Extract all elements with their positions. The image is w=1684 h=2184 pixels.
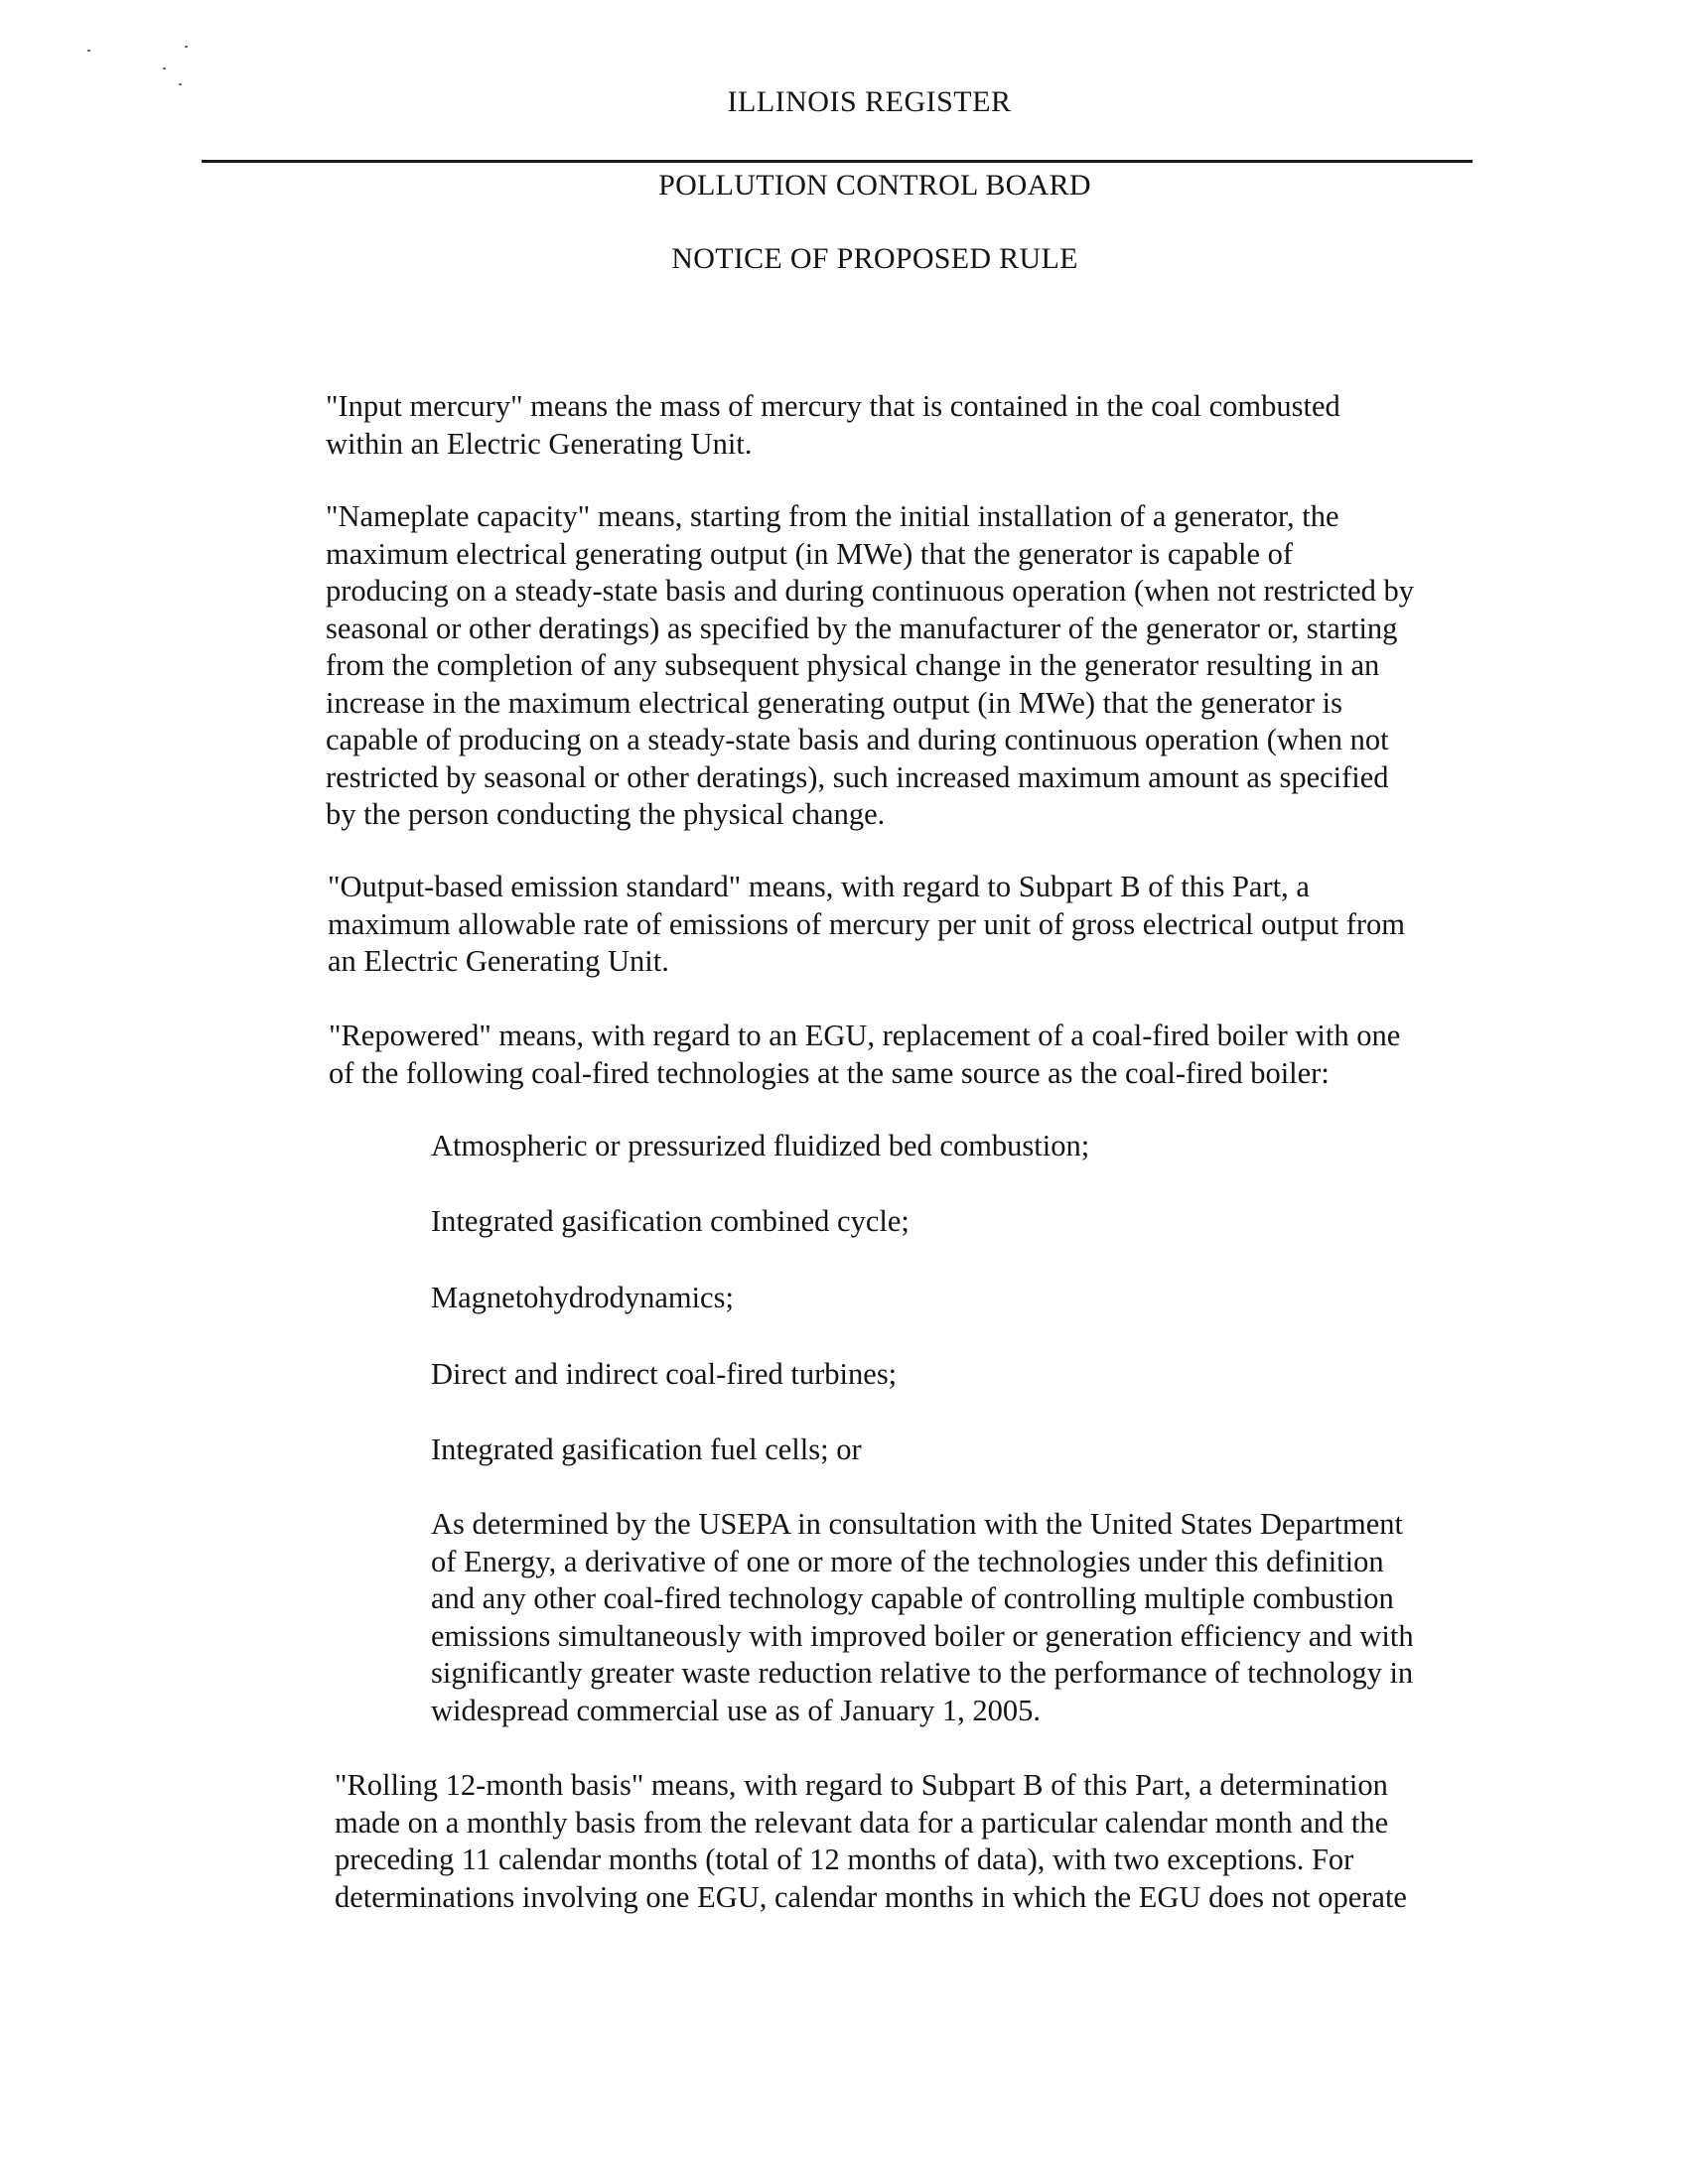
repowered-technology-item: Integrated gasification fuel cells; or bbox=[431, 1433, 862, 1466]
text-line: within an Electric Generating Unit. bbox=[326, 426, 753, 461]
text-line: maximum allowable rate of emissions of mercury per unit of gross electrical output from bbox=[328, 906, 1405, 941]
repowered-technology-item: Direct and indirect coal-fired turbines; bbox=[431, 1357, 898, 1391]
text-line: emissions simultaneously with improved boiler or generation efficiency and with bbox=[431, 1618, 1414, 1653]
notice-type: NOTICE OF PROPOSED RULE bbox=[671, 242, 1078, 275]
text-line: "Repowered" means, with regard to an EGU, replacement of a coal-fired boiler with one bbox=[329, 1019, 1401, 1052]
text-line: increase in the maximum electrical generating output (in MWe) that the generator is bbox=[326, 685, 1342, 720]
text-line: capable of producing on a steady-state basis and during continuous operation (when not bbox=[326, 723, 1389, 756]
text-line: of Energy, a derivative of one or more of the technologies under this definition bbox=[431, 1544, 1384, 1578]
scan-speck bbox=[163, 68, 166, 69]
text-line: widespread commercial use as of January 1, 2005. bbox=[431, 1693, 1042, 1727]
definition-nameplate-capacity bbox=[326, 498, 1414, 834]
text-line: of the following coal-fired technologies at the same source as the coal-fired boiler: bbox=[329, 1055, 1330, 1090]
repowered-technology-item: Atmospheric or pressurized fluidized bed combustion; bbox=[431, 1129, 1090, 1162]
repowered-technology-item bbox=[431, 1506, 1414, 1729]
text-line: As determined by the USEPA in consultation with the United States Department bbox=[431, 1507, 1403, 1541]
text-line: "Input mercury" means the mass of mercury that is contained in the coal combusted bbox=[326, 389, 1340, 423]
text-line: maximum electrical generating output (in MWe) that the generator is capable of bbox=[326, 536, 1294, 571]
definition-repowered bbox=[329, 1018, 1400, 1092]
text-line: and any other coal-fired technology capable of controlling multiple combustion bbox=[431, 1581, 1394, 1615]
repowered-technology-item: Magnetohydrodynamics; bbox=[431, 1281, 734, 1314]
register-title: ILLINOIS REGISTER bbox=[727, 85, 1012, 118]
scan-speck bbox=[87, 50, 90, 52]
text-line: significantly greater waste reduction relative to the performance of technology in bbox=[431, 1656, 1414, 1690]
text-line: from the completion of any subsequent physical change in the generator resulting in an bbox=[326, 648, 1380, 682]
text-line: an Electric Generating Unit. bbox=[328, 944, 669, 978]
text-line: restricted by seasonal or other deratings), such increased maximum amount as specified bbox=[326, 759, 1389, 794]
text-line: determinations involving one EGU, calendar months in which the EGU does not operate bbox=[335, 1879, 1407, 1914]
text-line: "Nameplate capacity" means, starting from the initial installation of a generator, the bbox=[326, 499, 1339, 533]
definition-output-based-emission-standard bbox=[328, 869, 1405, 981]
text-line: made on a monthly basis from the relevant data for a particular calendar month and the bbox=[335, 1805, 1389, 1840]
text-line: "Output-based emission standard" means, with regard to Subpart B of this Part, a bbox=[328, 870, 1310, 903]
header-divider bbox=[202, 160, 1473, 163]
text-line: seasonal or other deratings) as specified by the manufacturer of the generator or, starting bbox=[326, 611, 1398, 645]
text-line: "Rolling 12-month basis" means, with regard to Subpart B of this Part, a determination bbox=[335, 1768, 1388, 1802]
text-line: producing on a steady-state basis and during continuous operation (when not restricted by bbox=[326, 574, 1415, 608]
board-name: POLLUTION CONTROL BOARD bbox=[658, 169, 1091, 202]
repowered-technology-item: Integrated gasification combined cycle; bbox=[431, 1204, 910, 1238]
definition-input-mercury bbox=[326, 388, 1340, 463]
scan-speck bbox=[185, 46, 188, 48]
text-line: by the person conducting the physical change. bbox=[326, 797, 886, 831]
text-line: preceding 11 calendar months (total of 12 months of data), with two exceptions. For bbox=[335, 1843, 1354, 1876]
definition-rolling-12-month-basis bbox=[335, 1767, 1407, 1916]
